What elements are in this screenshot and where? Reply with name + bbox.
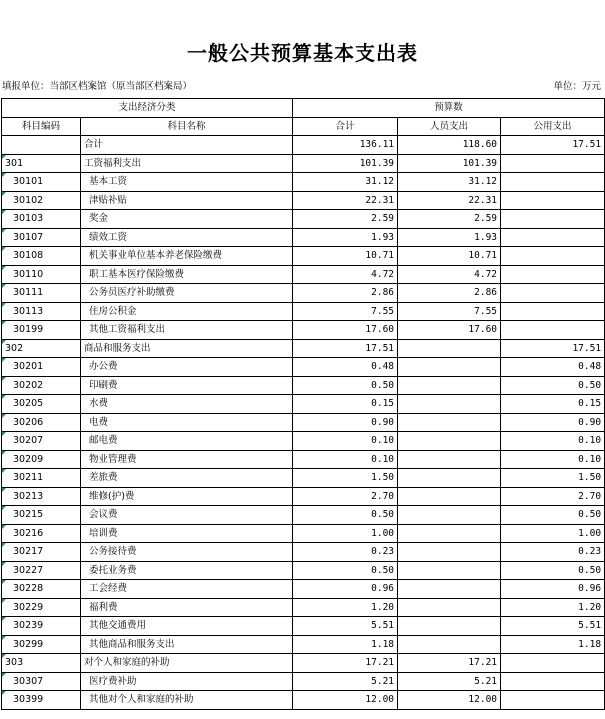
row-public: 0.10 [501, 450, 605, 469]
row-code: 30202 [2, 376, 81, 395]
row-personnel: 2.86 [398, 284, 501, 303]
row-name: 其他对个人和家庭的补助 [81, 691, 293, 710]
row-code: 30205 [2, 395, 81, 414]
row-personnel: 17.21 [398, 654, 501, 673]
row-personnel [398, 524, 501, 543]
table-row [2, 339, 605, 358]
row-code: 30206 [2, 413, 81, 432]
page-title: 一般公共预算基本支出表 [187, 41, 418, 65]
row-total: 5.51 [293, 617, 398, 636]
row-name: 福利费 [81, 598, 293, 617]
row-personnel [398, 543, 501, 562]
header-row-group [2, 99, 605, 118]
row-name: 差旅费 [81, 469, 293, 488]
table-row [2, 321, 605, 340]
row-personnel: 5.21 [398, 672, 501, 691]
row-code: 30199 [2, 321, 81, 340]
row-code: 30239 [2, 617, 81, 636]
row-total: 0.50 [293, 561, 398, 580]
table-row [2, 654, 605, 673]
row-public [501, 672, 605, 691]
row-personnel: 31.12 [398, 173, 501, 192]
row-code: 30108 [2, 247, 81, 266]
row-public [501, 247, 605, 266]
row-personnel [398, 598, 501, 617]
row-code: 30217 [2, 543, 81, 562]
table-row [2, 154, 605, 173]
budget-table [1, 98, 605, 710]
row-personnel [398, 413, 501, 432]
row-personnel: 7.55 [398, 302, 501, 321]
row-code: 30110 [2, 265, 81, 284]
row-code: 30107 [2, 228, 81, 247]
row-personnel: 4.72 [398, 265, 501, 284]
row-personnel: 22.31 [398, 191, 501, 210]
table-row [2, 691, 605, 710]
row-total: 0.48 [293, 358, 398, 377]
table-row [2, 672, 605, 691]
row-personnel [398, 487, 501, 506]
row-personnel [398, 561, 501, 580]
row-personnel [398, 635, 501, 654]
table-row [2, 413, 605, 432]
row-personnel: 101.39 [398, 154, 501, 173]
header-budget: 预算数 [293, 99, 605, 118]
row-total: 1.20 [293, 598, 398, 617]
row-public: 0.48 [501, 358, 605, 377]
row-personnel [398, 339, 501, 358]
table-row [2, 302, 605, 321]
row-name: 维修(护)费 [81, 487, 293, 506]
row-total: 17.21 [293, 654, 398, 673]
row-public: 2.70 [501, 487, 605, 506]
header-code: 科目编码 [2, 117, 81, 136]
row-code: 30201 [2, 358, 81, 377]
row-name: 公务员医疗补助缴费 [81, 284, 293, 303]
row-code: 30307 [2, 672, 81, 691]
row-public: 1.20 [501, 598, 605, 617]
row-public: 0.50 [501, 561, 605, 580]
row-total: 1.50 [293, 469, 398, 488]
row-name: 合计 [81, 136, 293, 155]
row-name: 水费 [81, 395, 293, 414]
row-name: 工会经费 [81, 580, 293, 599]
row-total: 10.71 [293, 247, 398, 266]
row-name: 办公费 [81, 358, 293, 377]
row-total: 4.72 [293, 265, 398, 284]
row-public: 0.23 [501, 543, 605, 562]
table-row [2, 432, 605, 451]
row-name: 物业管理费 [81, 450, 293, 469]
row-total: 2.86 [293, 284, 398, 303]
row-total: 0.50 [293, 506, 398, 525]
row-total: 0.10 [293, 450, 398, 469]
table-body [2, 136, 605, 710]
row-personnel [398, 432, 501, 451]
row-name: 培训费 [81, 524, 293, 543]
row-personnel [398, 450, 501, 469]
table-row [2, 524, 605, 543]
row-personnel: 2.59 [398, 210, 501, 229]
row-name: 奖金 [81, 210, 293, 229]
row-code: 30215 [2, 506, 81, 525]
row-personnel [398, 580, 501, 599]
row-personnel [398, 506, 501, 525]
row-public: 1.50 [501, 469, 605, 488]
row-code: 30299 [2, 635, 81, 654]
row-total: 31.12 [293, 173, 398, 192]
row-personnel: 118.60 [398, 136, 501, 155]
header-public: 公用支出 [501, 117, 605, 136]
row-total: 7.55 [293, 302, 398, 321]
table-row [2, 617, 605, 636]
table-row [2, 210, 605, 229]
row-code: 303 [2, 654, 81, 673]
row-code: 30211 [2, 469, 81, 488]
table-row [2, 635, 605, 654]
row-personnel: 17.60 [398, 321, 501, 340]
row-name: 电费 [81, 413, 293, 432]
row-total: 17.51 [293, 339, 398, 358]
row-code [2, 136, 81, 155]
row-personnel: 10.71 [398, 247, 501, 266]
row-total: 17.60 [293, 321, 398, 340]
row-public: 0.10 [501, 432, 605, 451]
row-total: 1.93 [293, 228, 398, 247]
row-personnel: 12.00 [398, 691, 501, 710]
row-public: 0.90 [501, 413, 605, 432]
row-public [501, 228, 605, 247]
row-name: 职工基本医疗保险缴费 [81, 265, 293, 284]
row-public [501, 265, 605, 284]
row-total: 0.50 [293, 376, 398, 395]
table-row [2, 543, 605, 562]
table-row [2, 376, 605, 395]
row-name: 基本工资 [81, 173, 293, 192]
row-public [501, 210, 605, 229]
table-row [2, 598, 605, 617]
table-row [2, 450, 605, 469]
row-code: 30228 [2, 580, 81, 599]
row-public: 0.96 [501, 580, 605, 599]
row-personnel: 1.93 [398, 228, 501, 247]
row-code: 30229 [2, 598, 81, 617]
row-public: 17.51 [501, 339, 605, 358]
row-code: 30227 [2, 561, 81, 580]
row-name: 其他商品和服务支出 [81, 635, 293, 654]
row-total: 2.59 [293, 210, 398, 229]
row-name: 对个人和家庭的补助 [81, 654, 293, 673]
row-code: 301 [2, 154, 81, 173]
row-code: 30113 [2, 302, 81, 321]
row-name: 机关事业单位基本养老保险缴费 [81, 247, 293, 266]
table-row [2, 136, 605, 155]
row-name: 住房公积金 [81, 302, 293, 321]
table-row [2, 228, 605, 247]
row-personnel [398, 376, 501, 395]
row-personnel [398, 358, 501, 377]
row-total: 101.39 [293, 154, 398, 173]
row-name: 其他工资福利支出 [81, 321, 293, 340]
table-row [2, 265, 605, 284]
row-personnel [398, 469, 501, 488]
row-name: 会议费 [81, 506, 293, 525]
row-public [501, 284, 605, 303]
row-name: 委托业务费 [81, 561, 293, 580]
row-public: 0.15 [501, 395, 605, 414]
row-personnel [398, 395, 501, 414]
row-public [501, 302, 605, 321]
row-total: 0.15 [293, 395, 398, 414]
reporting-unit: 填报单位：当部区档案馆（原当部区档案局） [2, 81, 193, 92]
row-public [501, 173, 605, 192]
row-code: 30101 [2, 173, 81, 192]
row-name: 工资福利支出 [81, 154, 293, 173]
row-personnel [398, 617, 501, 636]
row-code: 302 [2, 339, 81, 358]
row-total: 0.90 [293, 413, 398, 432]
table-row [2, 358, 605, 377]
header-personnel: 人员支出 [398, 117, 501, 136]
row-name: 津贴补贴 [81, 191, 293, 210]
row-public: 0.50 [501, 506, 605, 525]
table-row [2, 580, 605, 599]
table-row [2, 173, 605, 192]
row-code: 30209 [2, 450, 81, 469]
row-code: 30213 [2, 487, 81, 506]
table-row [2, 487, 605, 506]
row-public [501, 654, 605, 673]
row-code: 30102 [2, 191, 81, 210]
row-public [501, 191, 605, 210]
row-public [501, 154, 605, 173]
row-public [501, 691, 605, 710]
row-code: 30399 [2, 691, 81, 710]
row-public: 17.51 [501, 136, 605, 155]
row-name: 医疗费补助 [81, 672, 293, 691]
header-name: 科目名称 [81, 117, 293, 136]
row-total: 1.00 [293, 524, 398, 543]
table-row [2, 247, 605, 266]
row-total: 0.96 [293, 580, 398, 599]
header-row-columns [2, 117, 605, 136]
row-code: 30103 [2, 210, 81, 229]
row-name: 其他交通费用 [81, 617, 293, 636]
row-public: 0.50 [501, 376, 605, 395]
row-name: 公务接待费 [81, 543, 293, 562]
row-total: 0.23 [293, 543, 398, 562]
row-name: 绩效工资 [81, 228, 293, 247]
row-name: 商品和服务支出 [81, 339, 293, 358]
row-public: 1.18 [501, 635, 605, 654]
row-total: 2.70 [293, 487, 398, 506]
row-total: 1.18 [293, 635, 398, 654]
row-code: 30111 [2, 284, 81, 303]
table-row [2, 284, 605, 303]
table-row [2, 506, 605, 525]
row-total: 12.00 [293, 691, 398, 710]
row-total: 22.31 [293, 191, 398, 210]
table-row [2, 191, 605, 210]
currency-unit: 单位：万元 [553, 81, 601, 92]
row-total: 0.10 [293, 432, 398, 451]
row-name: 邮电费 [81, 432, 293, 451]
row-code: 30207 [2, 432, 81, 451]
table-row [2, 469, 605, 488]
row-name: 印刷费 [81, 376, 293, 395]
row-public [501, 321, 605, 340]
header-classification: 支出经济分类 [2, 99, 293, 118]
row-public: 1.00 [501, 524, 605, 543]
row-total: 136.11 [293, 136, 398, 155]
row-code: 30216 [2, 524, 81, 543]
table-row [2, 561, 605, 580]
table-row [2, 395, 605, 414]
row-public: 5.51 [501, 617, 605, 636]
header-total: 合计 [293, 117, 398, 136]
row-total: 5.21 [293, 672, 398, 691]
